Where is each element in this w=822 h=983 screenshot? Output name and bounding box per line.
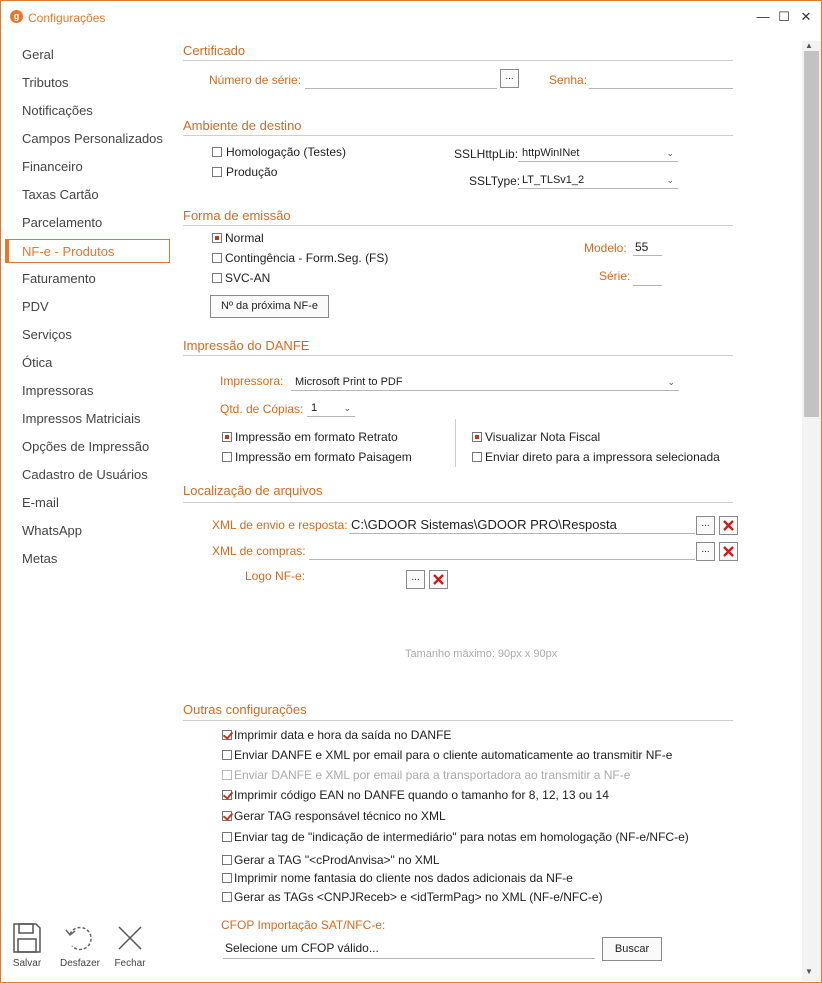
ssl-type-select[interactable]: [518, 171, 678, 189]
serie-input[interactable]: [633, 268, 662, 286]
option-email-cliente-checkbox[interactable]: [222, 750, 232, 760]
sidebar-item-impressos-matriciais[interactable]: Impressos Matriciais: [22, 411, 141, 426]
section-divider: [183, 225, 733, 226]
logo-nfe-label: Logo NF-e:: [245, 569, 306, 583]
title-bar: [1, 1, 821, 33]
section-ambiente-title: Ambiente de destino: [183, 118, 302, 133]
close-label: Fechar: [114, 958, 146, 969]
save-label: Salvar: [12, 958, 42, 969]
section-divider: [183, 720, 733, 721]
homologacao-checkbox[interactable]: [212, 147, 222, 157]
homologacao-label: Homologação (Testes): [226, 145, 347, 159]
modelo-input[interactable]: 55: [633, 238, 662, 256]
emissao-svc-label: SVC-AN: [225, 271, 271, 285]
danfe-divider: [455, 419, 456, 467]
xml-envio-input[interactable]: C:\GDOOR Sistemas\GDOOR PRO\Resposta: [349, 516, 695, 534]
section-certificado-title: Certificado: [183, 43, 246, 58]
retrato-radio[interactable]: [222, 432, 232, 442]
serial-number-label: Número de série:: [209, 73, 302, 87]
retrato-label: Impressão em formato Retrato: [235, 430, 398, 444]
sidebar-item-otica[interactable]: Ótica: [22, 355, 53, 370]
sidebar-item-metas[interactable]: Metas: [22, 551, 58, 566]
chevron-down-icon: ⌄: [666, 148, 674, 158]
option-cprodanvisa-checkbox[interactable]: [222, 855, 232, 865]
section-outras-title: Outras configurações: [183, 702, 307, 717]
enviar-direto-radio[interactable]: [472, 452, 482, 462]
logo-clear-button[interactable]: [429, 570, 448, 589]
save-icon: [12, 922, 42, 954]
enviar-direto-label: Enviar direto para a impressora selecionada: [485, 450, 720, 464]
section-arquivos-title: Localização de arquivos: [183, 483, 323, 498]
cfop-input[interactable]: Selecione um CFOP válido...: [223, 939, 595, 959]
copies-value: 1: [311, 402, 318, 414]
section-divider: [183, 60, 733, 61]
copies-label: Qtd. de Cópias:: [220, 402, 304, 416]
sidebar-item-opcoes-impressao[interactable]: Opções de Impressão: [22, 439, 150, 454]
option-cnpjreceb-checkbox[interactable]: [222, 892, 232, 902]
section-danfe-title: Impressão do DANFE: [183, 338, 310, 353]
section-divider: [183, 502, 733, 503]
sidebar-item-email[interactable]: E-mail: [22, 495, 59, 510]
xml-compras-clear-button[interactable]: [719, 542, 738, 561]
app-logo-icon: g: [10, 10, 23, 23]
section-divider: [183, 135, 733, 136]
close-button[interactable]: [105, 922, 155, 969]
sidebar-item-faturamento[interactable]: Faturamento: [22, 271, 96, 286]
option-nome-fantasia-checkbox[interactable]: [222, 873, 232, 883]
sidebar-item-taxas-cartao[interactable]: Taxas Cartão: [22, 187, 99, 202]
serie-label: Série:: [599, 269, 631, 283]
password-label: Senha:: [549, 73, 588, 87]
option-email-transportadora-checkbox[interactable]: [222, 770, 232, 780]
ssl-lib-select[interactable]: [518, 144, 678, 162]
xml-envio-browse-button[interactable]: ...: [696, 516, 715, 535]
option-imprimir-data-checkbox[interactable]: [222, 730, 232, 740]
option-responsavel-tecnico-checkbox[interactable]: [222, 811, 232, 821]
minimize-button[interactable]: —: [756, 9, 770, 24]
ssl-lib-value: httpWinINet: [522, 147, 580, 159]
window-title: Configurações: [28, 11, 106, 25]
xml-compras-label: XML de compras:: [212, 544, 306, 558]
xml-envio-clear-button[interactable]: [719, 516, 738, 535]
option-cprodanvisa-label: Gerar a TAG "<cProdAnvisa>" no XML: [234, 853, 440, 867]
modelo-label: Modelo:: [584, 241, 627, 255]
option-imprimir-data-label: Imprimir data e hora da saída no DANFE: [234, 728, 452, 742]
sidebar-item-nfe-produtos[interactable]: NF-e - Produtos: [5, 239, 170, 263]
sidebar-item-parcelamento[interactable]: Parcelamento: [22, 215, 103, 230]
chevron-down-icon: ⌄: [667, 377, 675, 387]
sidebar-item-tributos[interactable]: Tributos: [22, 75, 69, 90]
sidebar-item-cadastro-usuarios[interactable]: Cadastro de Usuários: [22, 467, 148, 482]
undo-button[interactable]: [55, 922, 105, 969]
emissao-contingencia-label: Contingência - Form.Seg. (FS): [225, 251, 389, 265]
option-responsavel-tecnico-label: Gerar TAG responsável técnico no XML: [234, 809, 446, 823]
scrollbar-thumb[interactable]: [804, 51, 819, 417]
producao-label: Produção: [226, 165, 278, 179]
save-button[interactable]: [2, 922, 52, 969]
option-email-transportadora-label: Enviar DANFE e XML por email para a transportadora ao transmitir a NF-e: [234, 768, 631, 782]
sidebar-item-geral[interactable]: Geral: [22, 47, 54, 62]
delete-icon: [430, 571, 447, 588]
option-intermediario-label: Enviar tag de "indicação de intermediário" para notas em homologação (NF-e/NFC-e): [234, 830, 689, 844]
logo-size-hint: Tamanho máximo: 90px x 90px: [405, 648, 558, 660]
scroll-down-arrow-icon[interactable]: ▼: [805, 967, 813, 976]
delete-icon: [720, 517, 737, 534]
sidebar-item-campos-personalizados[interactable]: Campos Personalizados: [22, 131, 163, 146]
sidebar-item-financeiro[interactable]: Financeiro: [22, 159, 83, 174]
emissao-normal-radio[interactable]: [212, 233, 222, 243]
ssl-type-label: SSLType:: [469, 174, 521, 188]
undo-icon: [64, 922, 96, 954]
ssl-lib-label: SSLHttpLib:: [454, 147, 519, 161]
sidebar-item-whatsapp[interactable]: WhatsApp: [22, 523, 82, 538]
xml-compras-browse-button[interactable]: ...: [696, 542, 715, 561]
printer-label: Impressora:: [220, 374, 284, 388]
option-nome-fantasia-label: Imprimir nome fantasia do cliente nos dados adicionais da NF-e: [234, 871, 573, 885]
printer-select[interactable]: [291, 373, 679, 391]
serial-browse-button[interactable]: ...: [500, 69, 519, 88]
emissao-svc-radio[interactable]: [212, 273, 222, 283]
visualizar-radio[interactable]: [472, 432, 482, 442]
section-emissao-title: Forma de emissão: [183, 208, 291, 223]
settings-content: [177, 41, 797, 983]
producao-checkbox[interactable]: [212, 167, 222, 177]
serial-number-input[interactable]: [305, 71, 497, 89]
maximize-button[interactable]: ☐: [778, 9, 790, 24]
password-input[interactable]: [589, 71, 733, 89]
option-ean-checkbox[interactable]: [222, 790, 232, 800]
chevron-down-icon: ⌄: [343, 403, 351, 413]
emissao-normal-label: Normal: [225, 231, 264, 245]
xml-compras-input[interactable]: [309, 542, 695, 560]
chevron-down-icon: ⌄: [666, 175, 674, 185]
copies-select[interactable]: [307, 399, 355, 417]
section-divider: [183, 355, 733, 356]
delete-icon: [720, 543, 737, 560]
sidebar-item-notificacoes[interactable]: Notificações: [22, 103, 93, 118]
sidebar-item-servicos[interactable]: Serviços: [22, 327, 72, 342]
xml-envio-label: XML de envio e resposta:: [212, 518, 348, 532]
visualizar-label: Visualizar Nota Fiscal: [485, 430, 601, 444]
close-icon: [115, 922, 145, 954]
sidebar-item-impressoras[interactable]: Impressoras: [22, 383, 94, 398]
option-email-cliente-label: Enviar DANFE e XML por email para o cliente automaticamente ao transmitir NF-e: [234, 748, 673, 762]
printer-value: Microsoft Print to PDF: [295, 376, 403, 388]
undo-label: Desfazer: [59, 958, 100, 969]
logo-browse-button[interactable]: ...: [406, 570, 425, 589]
next-nfe-number-button[interactable]: Nº da próxima NF-e: [210, 295, 329, 318]
sidebar-item-pdv[interactable]: PDV: [22, 299, 49, 314]
cfop-search-button[interactable]: Buscar: [602, 937, 662, 961]
scroll-up-arrow-icon[interactable]: ▲: [805, 41, 813, 50]
paisagem-radio[interactable]: [222, 452, 232, 462]
emissao-contingencia-radio[interactable]: [212, 253, 222, 263]
ssl-type-value: LT_TLSv1_2: [522, 174, 585, 186]
paisagem-label: Impressão em formato Paisagem: [235, 450, 412, 464]
cfop-label: CFOP Importação SAT/NFC-e:: [221, 918, 386, 932]
close-window-button[interactable]: ✕: [800, 9, 812, 24]
option-ean-label: Imprimir código EAN no DANFE quando o tamanho for 8, 12, 13 ou 14: [234, 788, 609, 802]
option-intermediario-checkbox[interactable]: [222, 832, 232, 842]
option-cnpjreceb-label: Gerar as TAGs <CNPJReceb> e <idTermPag> no XML (NF-e/NFC-e): [234, 890, 603, 904]
